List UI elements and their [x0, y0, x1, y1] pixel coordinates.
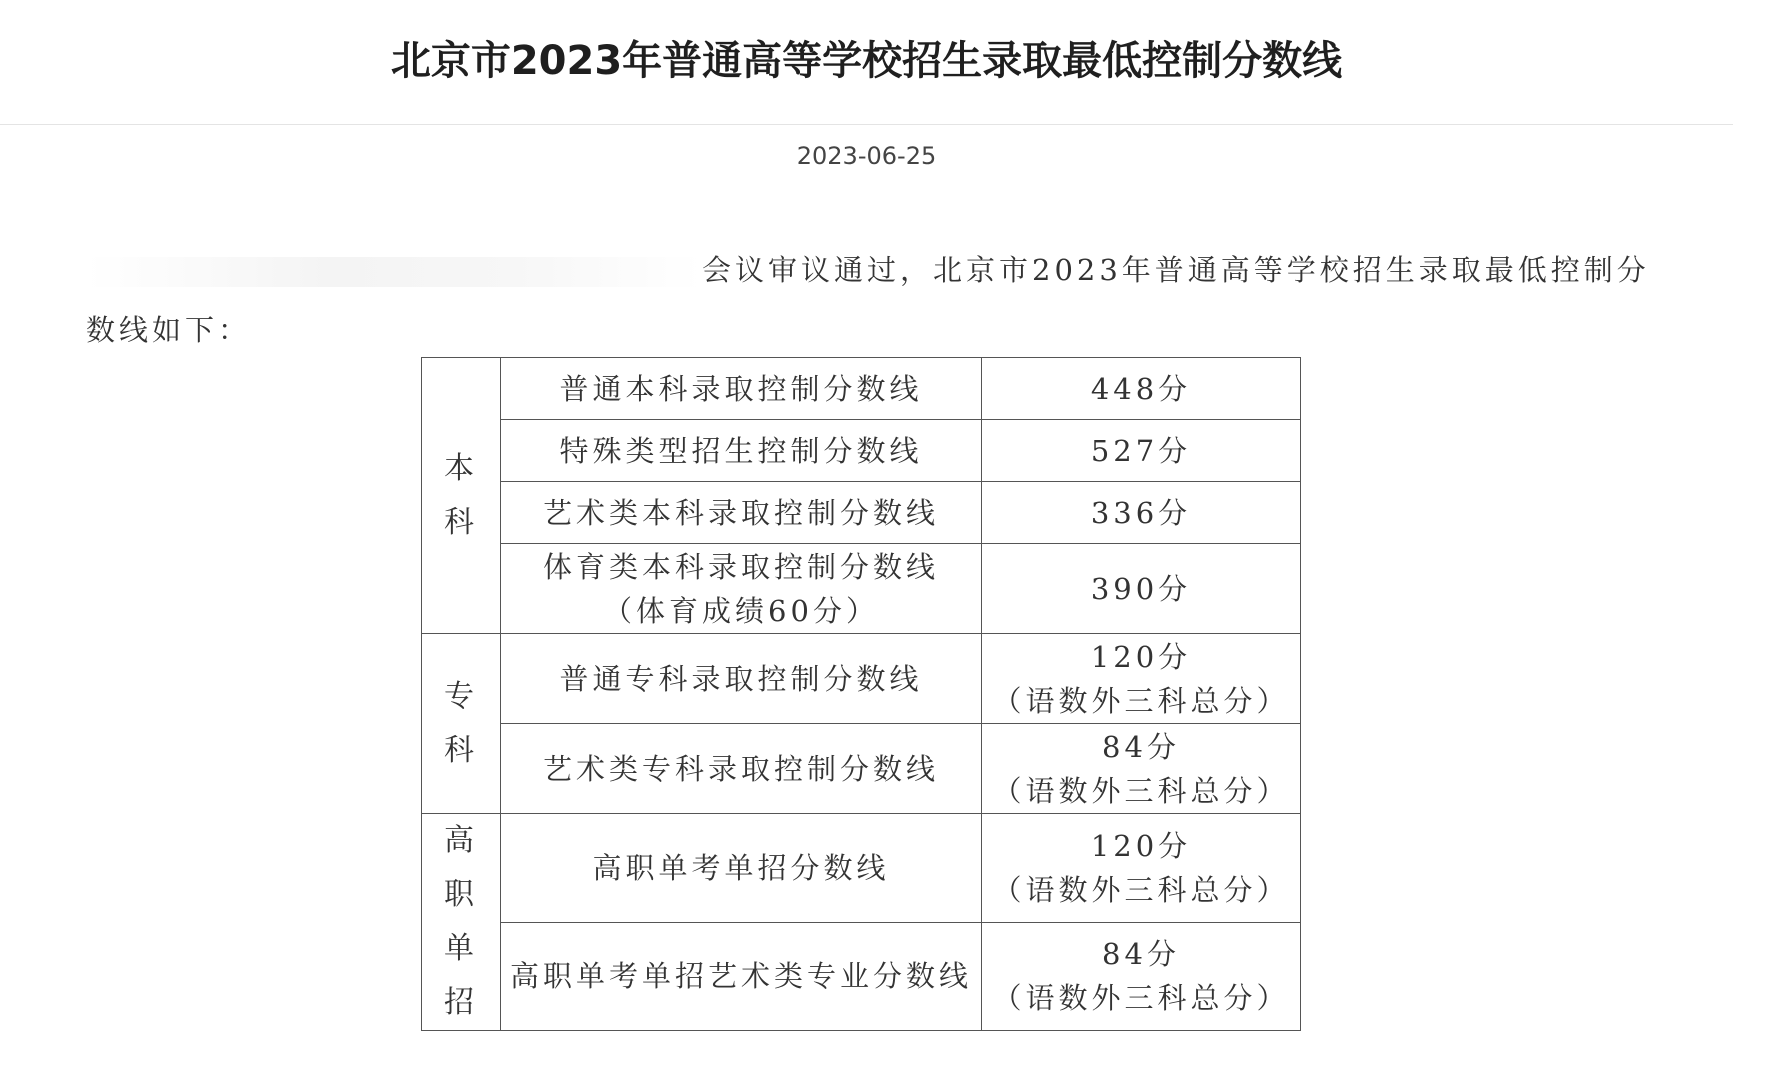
line-name-cell — [501, 724, 982, 814]
line-name: 艺术类专科录取控制分数线 — [542, 751, 939, 786]
line-name-cell — [501, 544, 982, 634]
intro-paragraph — [86, 240, 1650, 360]
intro-line-1 — [86, 240, 1650, 300]
category-cell-zhuanke — [422, 634, 501, 814]
line-name: 体育类本科录取控制分数线 — [542, 549, 939, 584]
table-row — [422, 544, 1301, 634]
score-value: 448分 — [1090, 371, 1192, 406]
category-char: 招 — [444, 985, 478, 1020]
score-value: 336分 — [1090, 495, 1192, 530]
redacted-text-block — [86, 257, 702, 287]
score-table — [421, 357, 1301, 1031]
category-char: 科 — [444, 732, 478, 768]
score-cell — [982, 358, 1301, 420]
score-cell — [982, 724, 1301, 814]
score-cell — [982, 814, 1301, 923]
score-note: （语数外三科总分） — [992, 773, 1290, 808]
score-value: 120分 — [1090, 639, 1192, 674]
line-name-cell — [501, 922, 982, 1031]
score-value: 84分 — [1102, 729, 1180, 764]
intro-text-1: 会议审议通过，北京市2023年普通高等学校招生录取最低控制分 — [702, 253, 1650, 287]
line-name-note: （体育成绩60分） — [603, 593, 879, 628]
line-name-cell — [501, 634, 982, 724]
score-note: （语数外三科总分） — [992, 872, 1290, 907]
line-name-cell — [501, 420, 982, 482]
line-name: 特殊类型招生控制分数线 — [559, 433, 923, 468]
table-row — [422, 922, 1301, 1031]
table-row — [422, 482, 1301, 544]
line-name: 高职单考单招艺术类专业分数线 — [509, 959, 972, 994]
table-row — [422, 724, 1301, 814]
category-char: 专 — [444, 678, 478, 714]
table-row — [422, 420, 1301, 482]
score-value: 84分 — [1102, 937, 1180, 972]
score-value: 527分 — [1090, 433, 1192, 468]
score-cell — [982, 482, 1301, 544]
line-name: 高职单考单招分数线 — [592, 850, 890, 885]
page-header — [0, 0, 1733, 125]
score-note: （语数外三科总分） — [992, 981, 1290, 1016]
category-char: 科 — [444, 504, 478, 540]
table-row — [422, 814, 1301, 923]
score-cell — [982, 420, 1301, 482]
intro-line-2 — [86, 300, 1646, 360]
line-name-cell — [501, 482, 982, 544]
line-name-cell — [501, 814, 982, 923]
line-name: 普通本科录取控制分数线 — [559, 371, 923, 406]
score-note: （语数外三科总分） — [992, 683, 1290, 718]
score-cell — [982, 544, 1301, 634]
score-value: 390分 — [1090, 571, 1192, 606]
category-char: 单 — [444, 931, 478, 966]
score-value: 120分 — [1090, 828, 1192, 863]
category-char: 职 — [444, 877, 478, 912]
publish-date: 2023-06-25 — [796, 142, 937, 170]
line-name: 艺术类本科录取控制分数线 — [542, 495, 939, 530]
score-cell — [982, 922, 1301, 1031]
table-row — [422, 634, 1301, 724]
score-cell — [982, 634, 1301, 724]
category-char: 本 — [444, 450, 478, 486]
page-title: 北京市2023年普通高等学校招生录取最低控制分数线 — [390, 37, 1343, 84]
category-char: 高 — [444, 823, 478, 858]
intro-text-2: 数线如下： — [86, 313, 252, 347]
table-row — [422, 358, 1301, 420]
line-name-cell — [501, 358, 982, 420]
category-cell-gaozhi — [422, 814, 501, 1031]
line-name: 普通专科录取控制分数线 — [559, 661, 923, 696]
category-cell-benke — [422, 358, 501, 634]
